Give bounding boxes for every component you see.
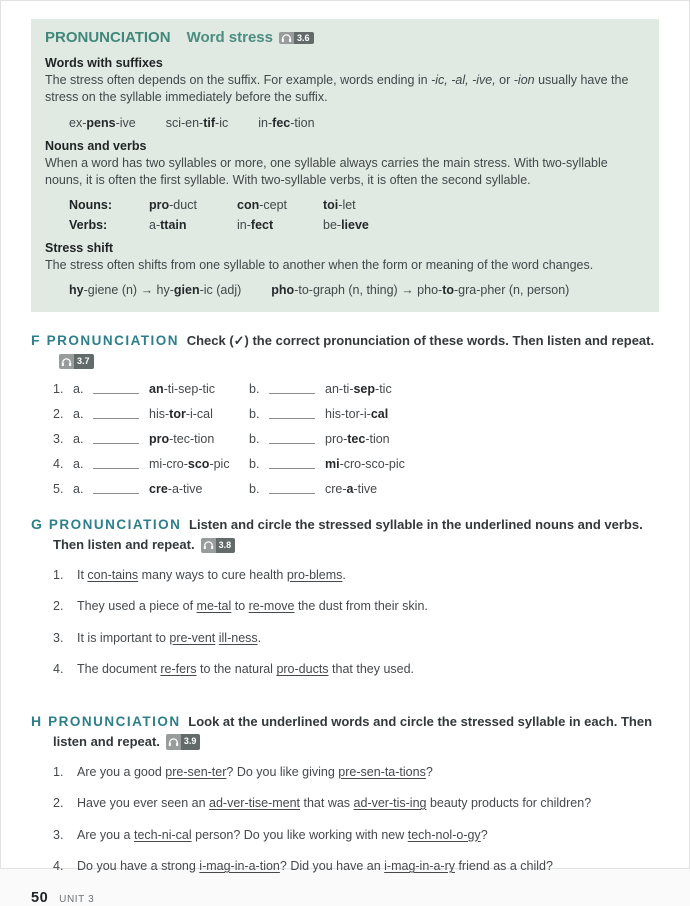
sentence-text: Do you have a strong i-mag-in-a-tion? Did you have an i-mag-in-a-ry friend as a child? <box>77 859 553 873</box>
section-heading-stress-shift: Stress shift <box>45 241 114 255</box>
audio-track-number: 3.9 <box>181 734 201 750</box>
answer-blank[interactable] <box>93 407 139 419</box>
pronunciation-choice-row <box>53 407 659 421</box>
word-option: pro-tec-tion <box>325 432 390 446</box>
sentence-item <box>53 598 659 616</box>
item-number: 2. <box>53 407 64 421</box>
example-word: pro-duct <box>149 198 197 212</box>
exercise-g-items <box>31 567 659 679</box>
option-label: b. <box>249 407 260 421</box>
sentence-item <box>53 764 659 782</box>
headphones-icon <box>279 32 294 44</box>
example-word: in-fect <box>237 218 274 232</box>
audio-badge <box>201 538 236 554</box>
item-number: 1. <box>53 567 64 582</box>
example-word: pho-to-graph (n, thing) → pho-to-gra-pher (n, person) <box>271 283 570 298</box>
pronunciation-choice-row <box>53 457 659 471</box>
option-b <box>249 382 392 396</box>
option-label: b. <box>249 432 260 446</box>
audio-track-number: 3.7 <box>74 354 94 370</box>
sentence-text: It is important to pre-vent ill-ness. <box>77 630 262 645</box>
sentence-item <box>53 630 659 648</box>
sentence-item <box>53 827 659 845</box>
example-word: con-cept <box>237 198 288 212</box>
audio-badge <box>59 354 94 370</box>
option-a <box>53 432 249 446</box>
item-number: 4. <box>53 457 64 471</box>
row-label: Verbs: <box>69 218 108 232</box>
stress-shift-examples <box>69 283 645 297</box>
pronunciation-choice-row <box>53 432 659 446</box>
word-option: an-ti-sep-tic <box>325 382 392 396</box>
word-option: his-tor-i-cal <box>149 407 213 421</box>
exercise-g-section <box>31 514 659 693</box>
sentence-text: Are you a tech-ni-cal person? Do you like working with new tech-nol-o-gy? <box>77 827 488 842</box>
example-word: be-lieve <box>323 218 369 232</box>
sentence-item <box>53 795 659 813</box>
unit-label: UNIT 3 <box>59 893 95 905</box>
option-a <box>53 457 249 471</box>
item-number: 5. <box>53 482 64 496</box>
answer-blank[interactable] <box>93 382 139 394</box>
section-body-nouns-verbs: When a word has two syllables or more, one syllable always carries the main stress. With two-syllable nouns, it is often the first syllable. With two-syllable verbs, it is often the second syllable. <box>45 155 608 187</box>
item-number: 2. <box>53 796 64 810</box>
sentence-text: Are you a good pre-sen-ter? Do you like giving pre-sen-ta-tions? <box>77 764 433 779</box>
sentence-text: It con-tains many ways to cure health pro-blems. <box>77 567 346 582</box>
example-word: hy-giene (n) → hy-gien-ic (adj) <box>69 283 242 298</box>
item-number: 3. <box>53 827 64 842</box>
sentence-item <box>53 567 659 585</box>
section-body-suffixes: The stress often depends on the suffix. For example, words ending in -ic, -al, -ive, or -ion usually have the stress on the syllable immediately before the suffix. <box>45 73 629 105</box>
word-option: his-tor-i-cal <box>325 407 389 421</box>
word-option: cre-a-tive <box>325 482 378 496</box>
exercise-letter: F <box>31 332 40 349</box>
item-number: 3. <box>53 432 64 446</box>
sentence-item <box>53 661 659 679</box>
item-number: 1. <box>53 382 64 396</box>
answer-blank[interactable] <box>269 382 315 394</box>
exercise-f-section <box>31 330 659 496</box>
sentence-text: The document re-fers to the natural pro-ducts that they used. <box>77 662 415 677</box>
exercise-letter: H <box>31 712 42 729</box>
option-label: b. <box>249 382 260 396</box>
page-number: 50 <box>31 889 49 906</box>
answer-blank[interactable] <box>93 482 139 494</box>
nouns-verbs-table <box>69 198 645 232</box>
suffix-examples <box>69 116 645 130</box>
example-word: toi-let <box>323 198 356 212</box>
option-label: b. <box>249 482 260 496</box>
option-label: a. <box>73 432 84 446</box>
example-word: ex-pens-ive <box>69 115 136 130</box>
audio-badge <box>166 734 201 750</box>
option-b <box>249 482 377 496</box>
audio-track-number: 3.6 <box>294 32 314 44</box>
section-heading-suffixes: Words with suffixes <box>45 56 163 70</box>
row-label: Nouns: <box>69 198 113 212</box>
example-word: sci-en-tif-ic <box>165 115 229 130</box>
section-body-stress-shift: The stress often shifts from one syllable to another when the form or meaning of the word changes. <box>45 258 594 272</box>
section-heading-nouns-verbs: Nouns and verbs <box>45 138 147 153</box>
sentence-text: Have you ever seen an ad-ver-tise-ment that was ad-ver-tis-ing beauty products for children? <box>77 796 592 810</box>
item-number: 1. <box>53 764 64 779</box>
exercise-title: PRONUNCIATION <box>46 333 180 349</box>
exercise-f-rows <box>31 382 659 496</box>
answer-blank[interactable] <box>269 407 315 419</box>
option-label: a. <box>73 382 84 396</box>
headphones-icon <box>59 354 74 370</box>
sentence-item <box>53 858 659 876</box>
answer-blank[interactable] <box>93 432 139 444</box>
option-b <box>249 432 390 446</box>
exercise-h-items <box>31 764 659 876</box>
box-subtitle: Word stress <box>186 29 273 46</box>
exercise-h-section <box>31 711 659 890</box>
answer-blank[interactable] <box>269 457 315 469</box>
item-number: 3. <box>53 630 64 645</box>
option-a <box>53 407 249 421</box>
exercise-instruction: Listen and circle the stressed syllable in the underlined nouns and verbs. Then listen and repeat. <box>53 517 643 553</box>
option-a <box>53 382 249 396</box>
audio-track-number: 3.8 <box>216 538 236 554</box>
word-option: pro-tec-tion <box>149 432 215 446</box>
sentence-text: They used a piece of me-tal to re-move the dust from their skin. <box>77 599 428 614</box>
pronunciation-choice-row <box>53 382 659 396</box>
exercise-title: PRONUNCIATION <box>48 713 181 729</box>
option-label: a. <box>73 407 84 421</box>
exercise-instruction: Check (✓) the correct pronunciation of these words. Then listen and repeat. <box>186 333 655 349</box>
box-title: PRONUNCIATION <box>45 29 171 46</box>
answer-blank[interactable] <box>93 457 139 469</box>
headphones-icon <box>166 734 181 750</box>
pronunciation-choice-row <box>53 482 659 496</box>
word-option: mi-cro-sco-pic <box>325 457 405 471</box>
word-option: an-ti-sep-tic <box>149 382 215 396</box>
exercise-letter: G <box>31 516 42 532</box>
exercise-h-heading <box>31 711 659 752</box>
exercise-g-heading <box>31 514 659 555</box>
page-footer <box>31 890 659 906</box>
option-b <box>249 407 388 421</box>
item-number: 4. <box>53 859 64 873</box>
audio-badge <box>279 32 314 44</box>
word-option: mi-cro-sco-pic <box>149 457 230 471</box>
box-title-row <box>45 29 645 46</box>
item-number: 4. <box>53 662 64 677</box>
option-label: a. <box>73 482 84 496</box>
exercise-title: PRONUNCIATION <box>48 517 182 532</box>
option-label: a. <box>73 457 84 471</box>
pronunciation-info-box <box>31 19 659 312</box>
option-b <box>249 457 405 471</box>
headphones-icon <box>201 538 216 554</box>
answer-blank[interactable] <box>269 432 315 444</box>
example-word: in-fec-tion <box>258 115 315 130</box>
answer-blank[interactable] <box>269 482 315 494</box>
option-label: b. <box>249 457 260 471</box>
option-a <box>53 482 249 496</box>
exercise-f-heading <box>31 330 659 371</box>
item-number: 2. <box>53 599 64 614</box>
exercise-instruction: Look at the underlined words and circle the stressed syllable in each. Then listen and repeat. <box>53 713 653 749</box>
word-option: cre-a-tive <box>149 482 203 496</box>
example-word: a-ttain <box>149 218 187 232</box>
